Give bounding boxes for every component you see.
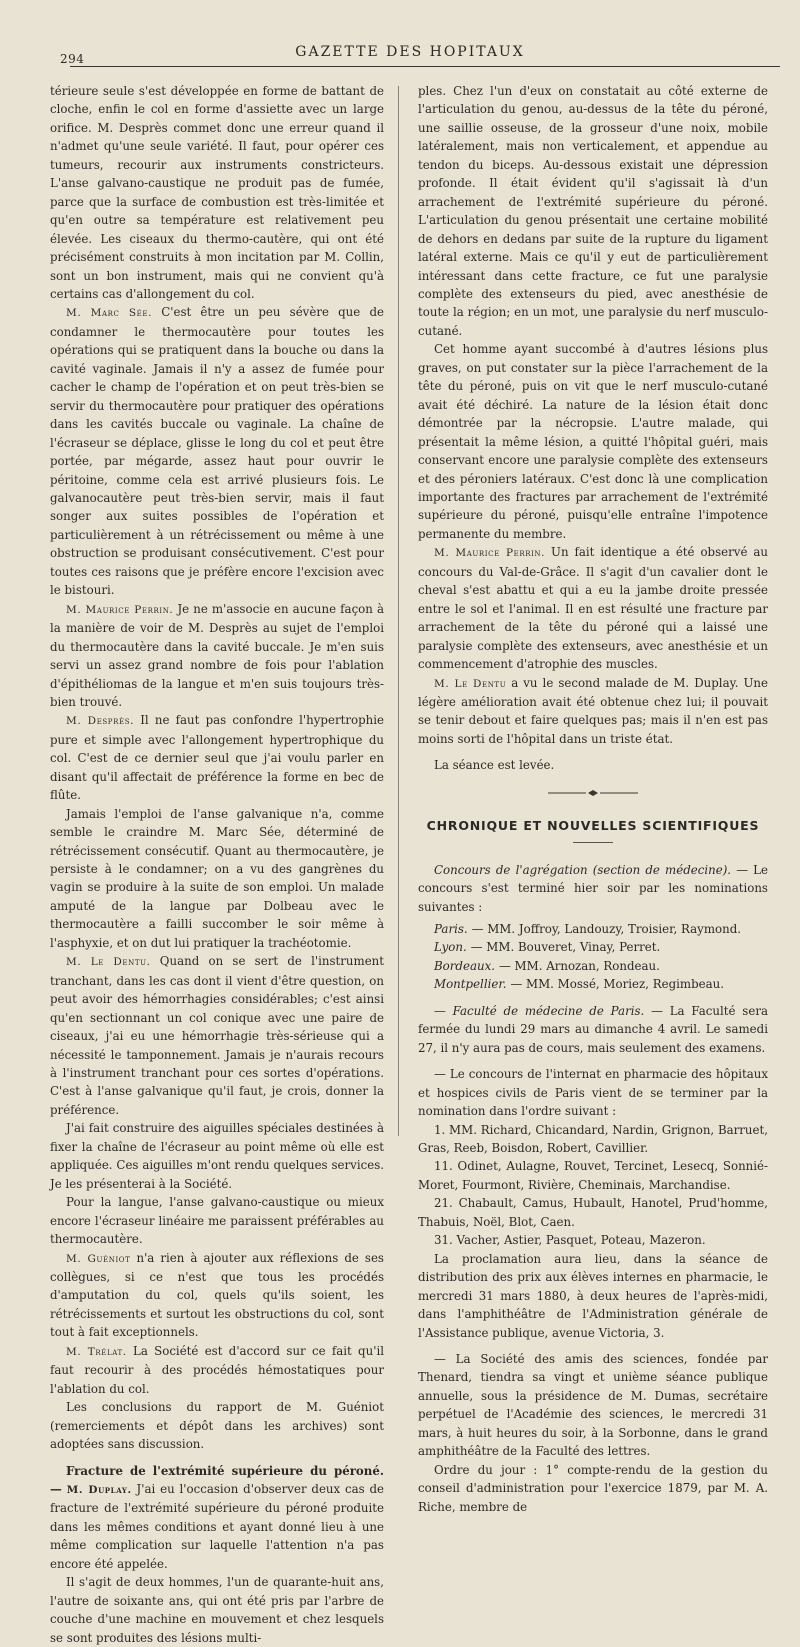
paragraph bbox=[50, 1342, 384, 1398]
speaker-name: M. Maurice Perrin. bbox=[66, 603, 174, 616]
paragraph-text: Je ne m'associe en aucune façon à la manière de voir de M. Desprès au sujet de l'emploi du thermocautère dans la cavité buccale. Je m'en suis servi un assez grand nombre de fois pour l'ablation d'épithéliomas de la langue et m'en suis toujours très-bien trouvé. bbox=[50, 601, 384, 709]
paragraph: Pour la langue, l'anse galvano-caustique ou mieux encore l'écraseur linéaire me paraissent préférables au thermocautère. bbox=[50, 1195, 384, 1247]
nomination-line bbox=[418, 920, 768, 938]
nomination-line bbox=[418, 938, 768, 956]
nominee-names: — MM. Joffroy, Landouzy, Troisier, Raymond. bbox=[471, 922, 742, 937]
paragraph: La proclamation aura lieu, dans la séance de distribution des prix aux élèves internes en pharmacie, le mercredi 31 mars 1880, à deux heures de l'après-midi, dans l'amphithéâtre de l'Administration générale de l'Assistance publique, avenue Victoria, 3. bbox=[418, 1251, 768, 1340]
page-number: 294 bbox=[60, 52, 85, 66]
rank-line: 31. Vacher, Astier, Pasquet, Poteau, Mazeron. bbox=[434, 1233, 706, 1248]
speaker-name: M. Maurice Perrin. bbox=[434, 547, 546, 560]
paragraph bbox=[50, 1249, 384, 1342]
paragraph-text: La Société est d'accord sur ce fait qu'il faut recourir à des procédés hémostatiques pour l'ablation du col. bbox=[50, 1343, 384, 1396]
closing-line: La séance est levée. bbox=[434, 758, 555, 773]
nomination-line bbox=[418, 957, 768, 975]
speaker-name: M. Le Dentu. bbox=[66, 956, 151, 969]
nominee-names: — MM. Mossé, Moriez, Regimbeau. bbox=[510, 977, 725, 992]
paragraph: Les conclusions du rapport de M. Guéniot (remerciements et dépôt dans les archives) sont adoptées sans discussion. bbox=[50, 1400, 384, 1452]
news-lead: — Faculté de médecine de Paris. bbox=[434, 1003, 645, 1018]
paragraph-text: Il ne faut pas confondre l'hypertrophie pure et simple avec l'allongement hypertrophique du col. C'est de ce dernier seul que j'ai voulu parler en disant qu'il affectait de préférence la forme en bec de flûte. bbox=[50, 713, 384, 803]
ornament-icon bbox=[548, 789, 638, 797]
news-text: — La Faculté sera fermée du lundi 29 mars au dimanche 4 avril. Le samedi 27, il n'y aura pas de cours, mais seulement des examens. bbox=[418, 1003, 769, 1055]
heading-rule bbox=[573, 842, 613, 843]
nominee-names: — MM. Arnozan, Rondeau. bbox=[498, 958, 660, 973]
news-text: — Le concours s'est terminé hier soir par les nominations suivantes : bbox=[418, 862, 768, 914]
paragraph bbox=[50, 952, 384, 1119]
paragraph: Il s'agit de deux hommes, l'un de quarante-huit ans, l'autre de soixante ans, qui ont été pris par l'arbre de couche d'une machine en mouvement et chez lesquels se sont produites des lésions multi- bbox=[50, 1575, 384, 1645]
spacer bbox=[418, 994, 768, 1002]
column-divider bbox=[398, 86, 399, 1136]
paragraph: térieure seule s'est développée en forme de battant de cloche, enfin le col en forme d'assiette avec un large orifice. M. Desprès commet donc une erreur quand il n'admet qu'une seule variété. Il faut, pour opérer ces tumeurs, recourir aux instruments constricteurs. L'anse galvano-caustique ne produit pas de fumée, parce que la surface de combustion est très-limitée et qu'en outre sa température est relativement peu élevée. Les ciseaux du thermo-cautère, qui ont été précisément construits à mon incitation par M. Collin, sont un bon instrument, mais qui ne convient qu'à certains cas d'allongement du col. bbox=[50, 84, 384, 301]
news-item: — Le concours de l'internat en pharmacie des hôpitaux et hospices civils de Paris vient de se terminer par la nomination dans l'ordre suivant : bbox=[418, 1067, 768, 1119]
page-header bbox=[40, 38, 780, 74]
paragraph bbox=[50, 303, 384, 599]
section-paragraph bbox=[50, 1462, 384, 1574]
chronique-heading: CHRONIQUE ET NOUVELLES SCIENTIFIQUES bbox=[426, 818, 760, 834]
news-lead: Concours de l'agrégation (section de médecine). bbox=[434, 862, 732, 877]
city-name: Lyon. bbox=[434, 940, 467, 955]
spacer bbox=[418, 1057, 768, 1065]
paragraph-text: J'ai eu l'occasion d'observer deux cas de fracture de l'extrémité supérieure du péroné produite dans les mêmes conditions et ayant donné lieu à une même complication sur laquelle l'attention n'a pas encore été appelée. bbox=[50, 1481, 385, 1571]
spacer bbox=[418, 1342, 768, 1350]
section-title: Fracture de l'extrémité supérieure du péroné. — bbox=[50, 1463, 384, 1496]
paragraph: Ordre du jour : 1° compte-rendu de la gestion du conseil d'administration pour l'exercice 1879, par M. A. Riche, membre de bbox=[418, 1462, 768, 1514]
paragraph: ples. Chez l'un d'eux on constatait au côté externe de l'articulation du genou, au-dessus de la tête du péroné, une saillie osseuse, de la grosseur d'une noix, mobile latéralement, mais non verticalement, et appendue au tendon du biceps. Au-dessous existait une dépression profonde. Il était évident qu'il s'agissait là d'un arrachement de l'extrémité supérieure du péroné. L'articulation du genou présentait une certaine mobilité de dehors en dedans par suite de la rupture du ligament latéral externe. Mais ce qu'il y eut de particulièrement intéressant dans cette fracture, ce fut une paralysie complète des extenseurs du pied, avec anesthésie de toute la région; en un mot, une paralysie du nerf musculo-cutané. bbox=[418, 84, 768, 338]
paragraph-text: n'a rien à ajouter aux réflexions de ses collègues, si ce n'est que tous les procédés d'amputation du col, quels qu'ils soient, les rétrécissements et surtout les obstructions du col, sont tout à fait exceptionnels. bbox=[50, 1250, 384, 1340]
paragraph-text: C'est être un peu sévère que de condamner le thermocautère pour toutes les opérations qui se pratiquent dans la bouche ou dans la cavité vaginale. Jamais il n'y a assez de fumée pour cacher le champ de l'opération et on peut très-bien se servir du thermocautère pour pratiquer des opérations dans les cavités buccale ou vaginale. La chaîne de l'écraseur se déplace, glisse le long du col et peut être portée, par mégarde, assez haut pour ouvrir le péritoine, comme cela est arrivé plusieurs fois. Le galvanocautère peut très-bien servir, mais il faut songer aux suites possibles de l'opération et particulièrement à un rétrécissement ou même à une obstruction se produisant consécutivement. C'est pour toutes ces raisons que je préfère encore l'excision avec le bistouri. bbox=[50, 305, 384, 598]
speaker-name: M. Desprès. bbox=[66, 715, 135, 728]
paragraph-text: Quand on se sert de l'instrument tranchant, dans les cas dont il vient d'être question, on peut avoir des hémorrhagies considérables; c'est ainsi qu'en sectionnant un col conique avec une paire de ciseaux, j'ai eu une hémorrhagie très-sérieuse qui a nécessité le tamponnement. Jamais je n'aurais recours à l'instrument tranchant pour ces sortes d'opérations. C'est à l'anse galvanique qu'il faut, je crois, donner la préférence. bbox=[50, 954, 385, 1117]
paragraph bbox=[418, 674, 768, 749]
speaker-name: M. Duplay. bbox=[66, 1483, 132, 1496]
news-item bbox=[418, 1002, 768, 1057]
rank-line: 21. Chabault, Camus, Hubault, Hanotel, Prud'homme, Thabuis, Noël, Blot, Caen. bbox=[418, 1196, 768, 1229]
paragraph: J'ai fait construire des aiguilles spéciales destinées à fixer la chaîne de l'écraseur au point même où elle est appliquée. Ces aiguilles m'ont rendu quelques services. Je les présenterai à la Société. bbox=[50, 1121, 384, 1191]
left-column bbox=[50, 82, 384, 1647]
speaker-name: M. Marc Sée. bbox=[66, 307, 153, 320]
speaker-name: M. Trélat. bbox=[66, 1345, 127, 1358]
speaker-name: M. Le Dentu bbox=[434, 677, 507, 690]
paragraph bbox=[418, 543, 768, 673]
paragraph: Jamais l'emploi de l'anse galvanique n'a, comme semble le craindre M. Marc Sée, déterminé de rétrécissement consécutif. Quant au thermocautère, je persiste à le condamner; on a vu des gangrènes du vagin se produire à la suite de son emploi. Un malade amputé de la langue par Dolbeau avec le thermocautère a failli succomber le soir même à l'asphyxie, et on dut lui pratiquer la trachéotomie. bbox=[50, 806, 384, 950]
nomination-line bbox=[418, 975, 768, 993]
news-item bbox=[418, 861, 768, 916]
rank-line: 1. MM. Richard, Chicandard, Nardin, Grignon, Barruet, Gras, Reeb, Boisdon, Robert, Cavillier. bbox=[418, 1122, 768, 1156]
rank-line: 11. Odinet, Aulagne, Rouvet, Tercinet, Lesecq, Sonnié-Moret, Fourmont, Rivière, Cheminais, Marchandise. bbox=[418, 1159, 768, 1192]
paragraph-text: a vu le second malade de M. Duplay. Une légère amélioration avait été obtenue chez lui; il pouvait se tenir debout et faire quelques pas; mais il n'en est pas moins sorti de l'hôpital dans un triste état. bbox=[418, 675, 768, 746]
right-column bbox=[418, 82, 768, 1516]
speaker-name: M. Guéniot bbox=[66, 1252, 131, 1265]
city-name: Paris. bbox=[434, 922, 468, 937]
header-rule bbox=[70, 66, 780, 67]
paragraph: Cet homme ayant succombé à d'autres lésions plus graves, on put constater sur la pièce l'arrachement de la tête du péroné, puis on vit que le nerf musculo-cutané avait été déchiré. La nature de la lésion était donc démontrée par la nécropsie. L'autre malade, qui présentait la même lésion, a quitté l'hôpital guéri, mais conservant encore une paralysie complète des extenseurs et des péroniers latéraux. C'est donc là une complication importante des fractures par arrachement de l'extrémité supérieure du péroné, puisqu'elle entraîne l'impotence permanente du membre. bbox=[418, 342, 768, 541]
journal-title: GAZETTE DES HOPITAUX bbox=[295, 44, 525, 60]
paragraph bbox=[50, 711, 384, 804]
city-name: Bordeaux. bbox=[434, 958, 495, 973]
news-item: — La Société des amis des sciences, fondée par Thenard, tiendra sa vingt et unième séance publique annuelle, sous la présidence de M. Dumas, secrétaire perpétuel de l'Académie des sciences, le mercredi 31 mars, à huit heures du soir, à la Sorbonne, dans le grand amphithéâtre de la Faculté des lettres. bbox=[418, 1352, 768, 1459]
paragraph-text: Un fait identique a été observé au concours du Val-de-Grâce. Il s'agit d'un cavalier dont le cheval s'est abattu et qui a eu la jambe droite pressée entre le sol et l'animal. Il en est résulté une fracture par arrachement de la tête du péroné qui a laissé une paralysie complète des extenseurs, avec anesthésie et un commencement d'atrophie des muscles. bbox=[418, 545, 768, 672]
ornament-divider bbox=[418, 785, 768, 803]
nominee-names: — MM. Bouveret, Vinay, Perret. bbox=[470, 940, 661, 955]
city-name: Montpellier. bbox=[434, 977, 507, 992]
spacer bbox=[50, 1454, 384, 1462]
spacer bbox=[418, 748, 768, 756]
paragraph bbox=[50, 600, 384, 712]
